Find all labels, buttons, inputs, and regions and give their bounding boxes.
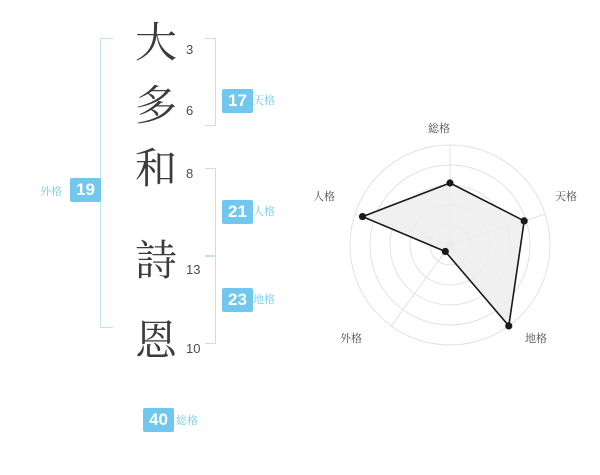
axis-label-chikaku: 地格 <box>525 333 547 345</box>
stroke-count-4: 13 <box>186 262 201 277</box>
name-char-3: 和 <box>134 144 177 193</box>
badge-gaikaku-label: 外格 <box>40 186 62 198</box>
badge-jinkaku-value: 21 <box>222 200 253 224</box>
tenkaku-bracket <box>205 38 216 126</box>
badge-chikaku-value: 23 <box>222 288 253 312</box>
stroke-count-3: 8 <box>186 166 194 181</box>
badge-jinkaku-label: 人格 <box>253 206 275 218</box>
badge-chikaku-label: 地格 <box>253 294 275 306</box>
badge-tenkaku-label: 天格 <box>253 95 275 107</box>
axis-label-sokaku: 総格 <box>428 123 450 135</box>
axis-label-jinkaku: 人格 <box>313 191 335 203</box>
badge-tenkaku-value: 17 <box>222 89 253 113</box>
name-char-4: 詩 <box>134 236 177 285</box>
badge-sokaku-label: 総格 <box>176 415 198 427</box>
chikaku-bracket <box>205 256 216 344</box>
name-char-5: 恩 <box>134 316 177 365</box>
name-panel <box>0 0 300 470</box>
stroke-count-5: 10 <box>186 341 201 356</box>
outer-bracket <box>100 38 113 328</box>
axis-label-tenkaku: 天格 <box>555 191 577 203</box>
name-char-2: 多 <box>134 81 177 130</box>
stroke-count-1: 3 <box>186 42 194 57</box>
radar-chart <box>300 0 600 470</box>
badge-gaikaku-value: 19 <box>70 178 101 202</box>
axis-label-gaikaku: 外格 <box>340 333 362 345</box>
radar-chart-svg <box>300 0 600 470</box>
name-char-1: 大 <box>134 18 177 67</box>
badge-sokaku-value: 40 <box>143 408 174 432</box>
stroke-count-2: 6 <box>186 103 194 118</box>
jinkaku-bracket <box>205 168 216 256</box>
